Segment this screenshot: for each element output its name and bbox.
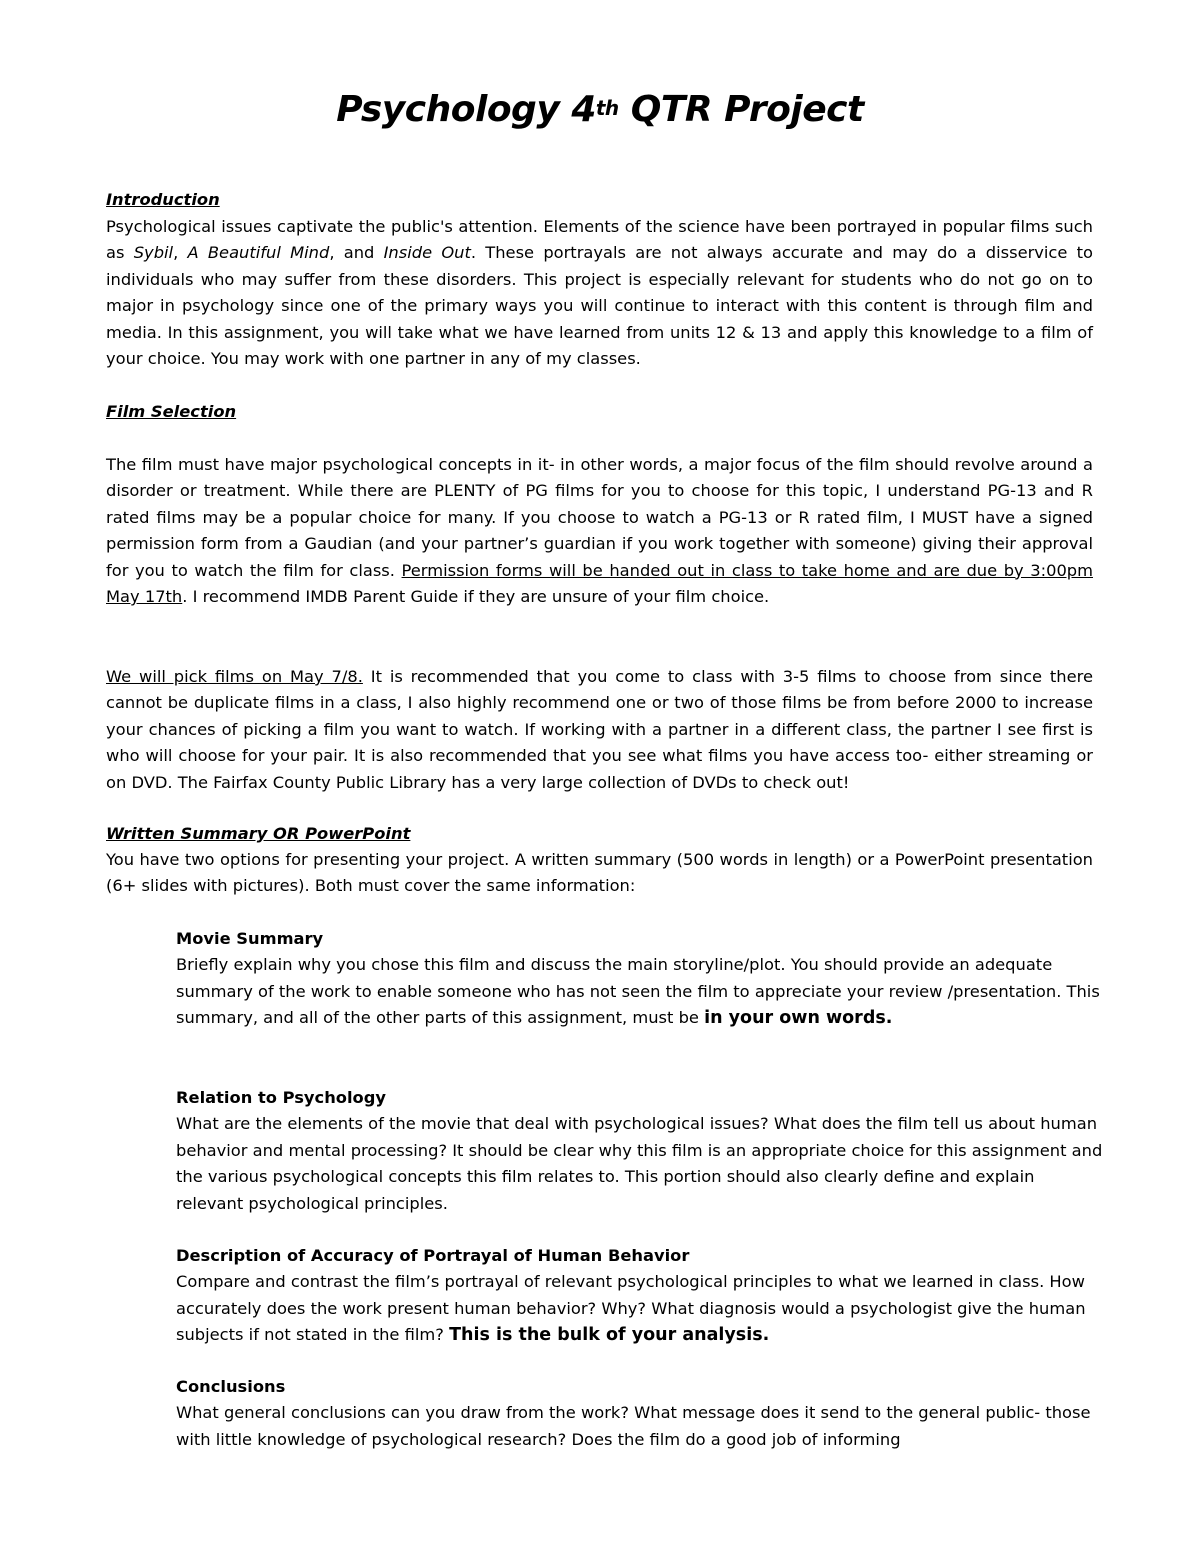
conclusions-text: What general conclusions can you draw from the work? What message does it send to the general public- those with little knowledge of psychological research? Does the film do a good job of informing <box>176 1403 1091 1449</box>
intro-text-2: . These portrayals are not always accurate and may do a disservice to individuals who may suffer from these disorders. This project is especially relevant for students who do not go on to major in psychology since one of the primary ways you will continue to interact with this content is through film and media. In this assignment, you will take what we have learned from units 12 & 13 and apply this knowledge to a film of your choice. You may work with one partner in any of my classes. <box>106 243 1093 369</box>
written-summary-heading: Written Summary OR PowerPoint <box>106 824 411 843</box>
written-summary-heading-block <box>106 821 1093 847</box>
written-summary-text: You have two options for presenting your project. A written summary (500 words in length) or a PowerPoint presentation (6+ slides with pictures). Both must cover the same information: <box>106 850 1093 896</box>
movie-summary-emphasis: in your own words. <box>704 1008 893 1029</box>
film-title-beautiful-mind: A Beautiful Mind <box>187 243 330 263</box>
relation-text: What are the elements of the movie that deal with psychological issues? What does the film tell us about human behavior and mental processing? It should be clear why this film is an appropriate choice for this assignment and the various psychological concepts this film relates to. This portion should also clearly define and explain relevant psychological principles. <box>176 1114 1103 1213</box>
relation-section <box>176 1085 1106 1217</box>
accuracy-heading: Description of Accuracy of Portrayal of Human Behavior <box>176 1246 690 1265</box>
intro-separator-2: , and <box>329 243 384 263</box>
title-rest: QTR Project <box>618 89 864 130</box>
film-selection-paragraph-2 <box>106 664 1093 796</box>
film-selection-text-1: The film must have major psychological concepts in it- in other words, a major focus of the film should revolve around a disorder or treatment. While there are PLENTY of PG films for you to choose for this topic, I understand PG-13 and R rated films may be a popular choice for many. If you choose to watch a PG-13 or R rated film, I MUST have a signed permission form from a Gaudian (and your partner’s guardian if you work together with someone) giving their approval for you to watch the film for class. <box>106 455 1093 580</box>
intro-text-1: Psychological issues captivate the public's attention. Elements of the science have been portrayed in popular films such as <box>106 217 1093 263</box>
conclusions-heading: Conclusions <box>176 1377 286 1396</box>
movie-summary-heading: Movie Summary <box>176 929 324 948</box>
title-main: Psychology 4 <box>336 89 596 130</box>
film-selection-text-3: It is recommended that you come to class with 3-5 films to choose from since there cannot be duplicate films in a class, I also highly recommend one or two of those films be from before 2000 to increase your chances of picking a film you want to watch. If working with a partner in a different class, the partner I see first is who will choose for your pair. It is also recommended that you see what films you have access too- either streaming or on DVD. The Fairfax County Public Library has a very large collection of DVDs to check out! <box>106 667 1093 792</box>
accuracy-emphasis: This is the bulk of your analysis. <box>449 1325 770 1346</box>
introduction-heading-block <box>106 187 1093 213</box>
pick-date: We will pick films on May 7/8. <box>106 667 363 686</box>
page-title <box>0 84 1200 140</box>
introduction-heading: Introduction <box>106 190 220 209</box>
movie-summary-section <box>176 926 1106 1032</box>
accuracy-text: Compare and contrast the film’s portrayal of relevant psychological principles to what we learned in class. How accurately does the work present human behavior? Why? What diagnosis would a psychologist give the human subjects if not stated in the film? <box>176 1272 1086 1345</box>
film-selection-heading-block <box>106 399 1093 425</box>
written-summary-paragraph <box>106 847 1093 900</box>
introduction-paragraph <box>106 214 1093 372</box>
accuracy-section <box>176 1243 1106 1349</box>
movie-summary-text: Briefly explain why you chose this film and discuss the main storyline/plot. You should provide an adequate summary of the work to enable someone who has not seen the film to appreciate your review /presentation. This summary, and all of the other parts of this assignment, must be <box>176 955 1100 1028</box>
film-selection-heading: Film Selection <box>106 402 237 421</box>
conclusions-section <box>176 1374 1106 1453</box>
intro-separator-1: , <box>173 243 188 263</box>
film-selection-text-2: . I recommend IMDB Parent Guide if they are unsure of your film choice. <box>182 587 770 607</box>
title-superscript: th <box>595 96 619 120</box>
film-title-inside-out: Inside Out <box>383 243 471 263</box>
film-selection-paragraph-1 <box>106 452 1093 610</box>
relation-heading: Relation to Psychology <box>176 1088 387 1107</box>
permission-deadline: Permission forms will be handed out in class to take home and are due by 3:00pm May 17th <box>106 560 1093 607</box>
film-title-sybil: Sybil <box>133 243 174 263</box>
